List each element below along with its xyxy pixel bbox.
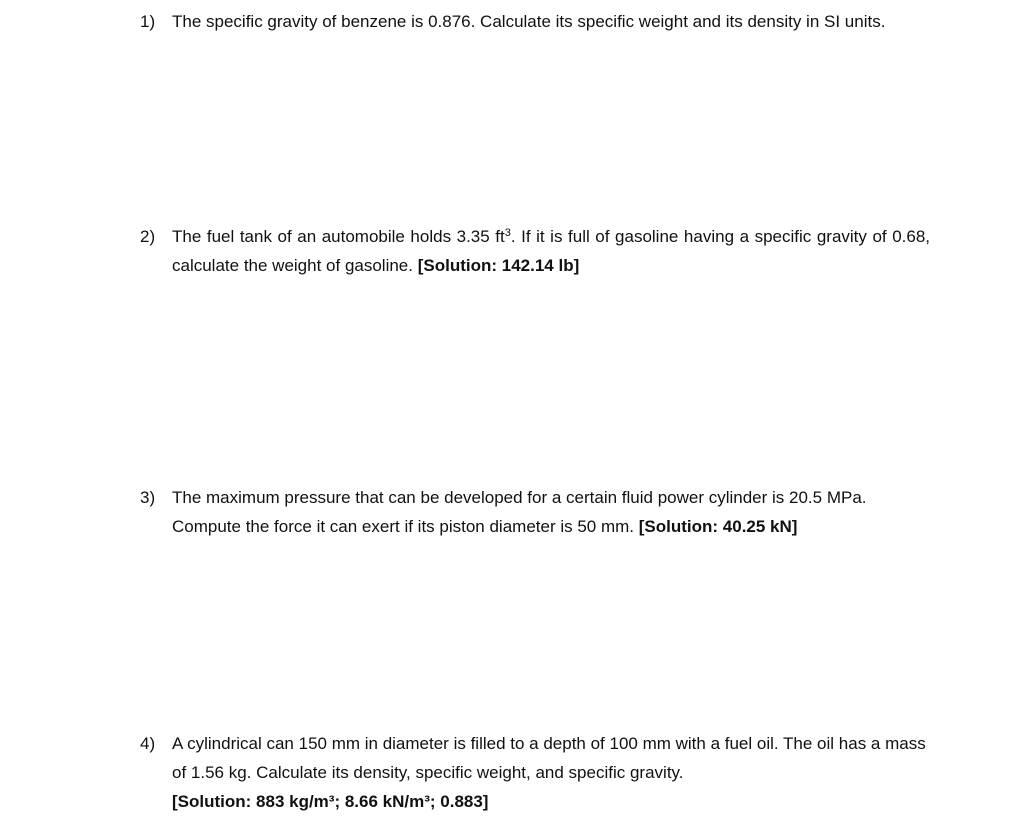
problem-statement: The maximum pressure that can be developed for a certain fluid power cylinder is 20.5 MPa. Compute the force it can exert if its piston diameter is 50 mm. [172,488,867,536]
problem-text [172,7,930,36]
problem-4 [140,729,930,816]
problem-text [172,483,900,541]
problem-statement: The fuel tank of an automobile holds 3.35 ft [172,227,505,246]
problem-text [172,222,930,280]
superscript-exponent: 3 [504,227,511,239]
problem-text [172,729,930,816]
problem-number: 1) [140,12,156,31]
problem-1 [140,7,930,36]
problem-statement-continued: . If it is full of gasoline having a specific gravity of 0.68, calculate the weight of gasoline. [172,227,931,275]
problem-3 [140,483,900,541]
problem-2 [140,222,930,280]
problem-number: 2) [140,227,156,246]
solution-label: [Solution: 40.25 kN] [638,517,798,536]
problem-statement: A cylindrical can 150 mm in diameter is filled to a depth of 100 mm with a fuel oil. The oil has a mass of 1.56 kg. Calculate its density, specific weight, and specific gravity. [172,734,926,782]
problem-statement: The specific gravity of benzene is 0.876. Calculate its specific weight and its density in SI units. [172,12,886,31]
problem-number: 3) [140,488,156,507]
solution-label: [Solution: 142.14 lb] [417,256,580,275]
problem-number: 4) [140,734,156,753]
solution-label: [Solution: 883 kg/m³; 8.66 kN/m³; 0.883] [172,792,489,811]
